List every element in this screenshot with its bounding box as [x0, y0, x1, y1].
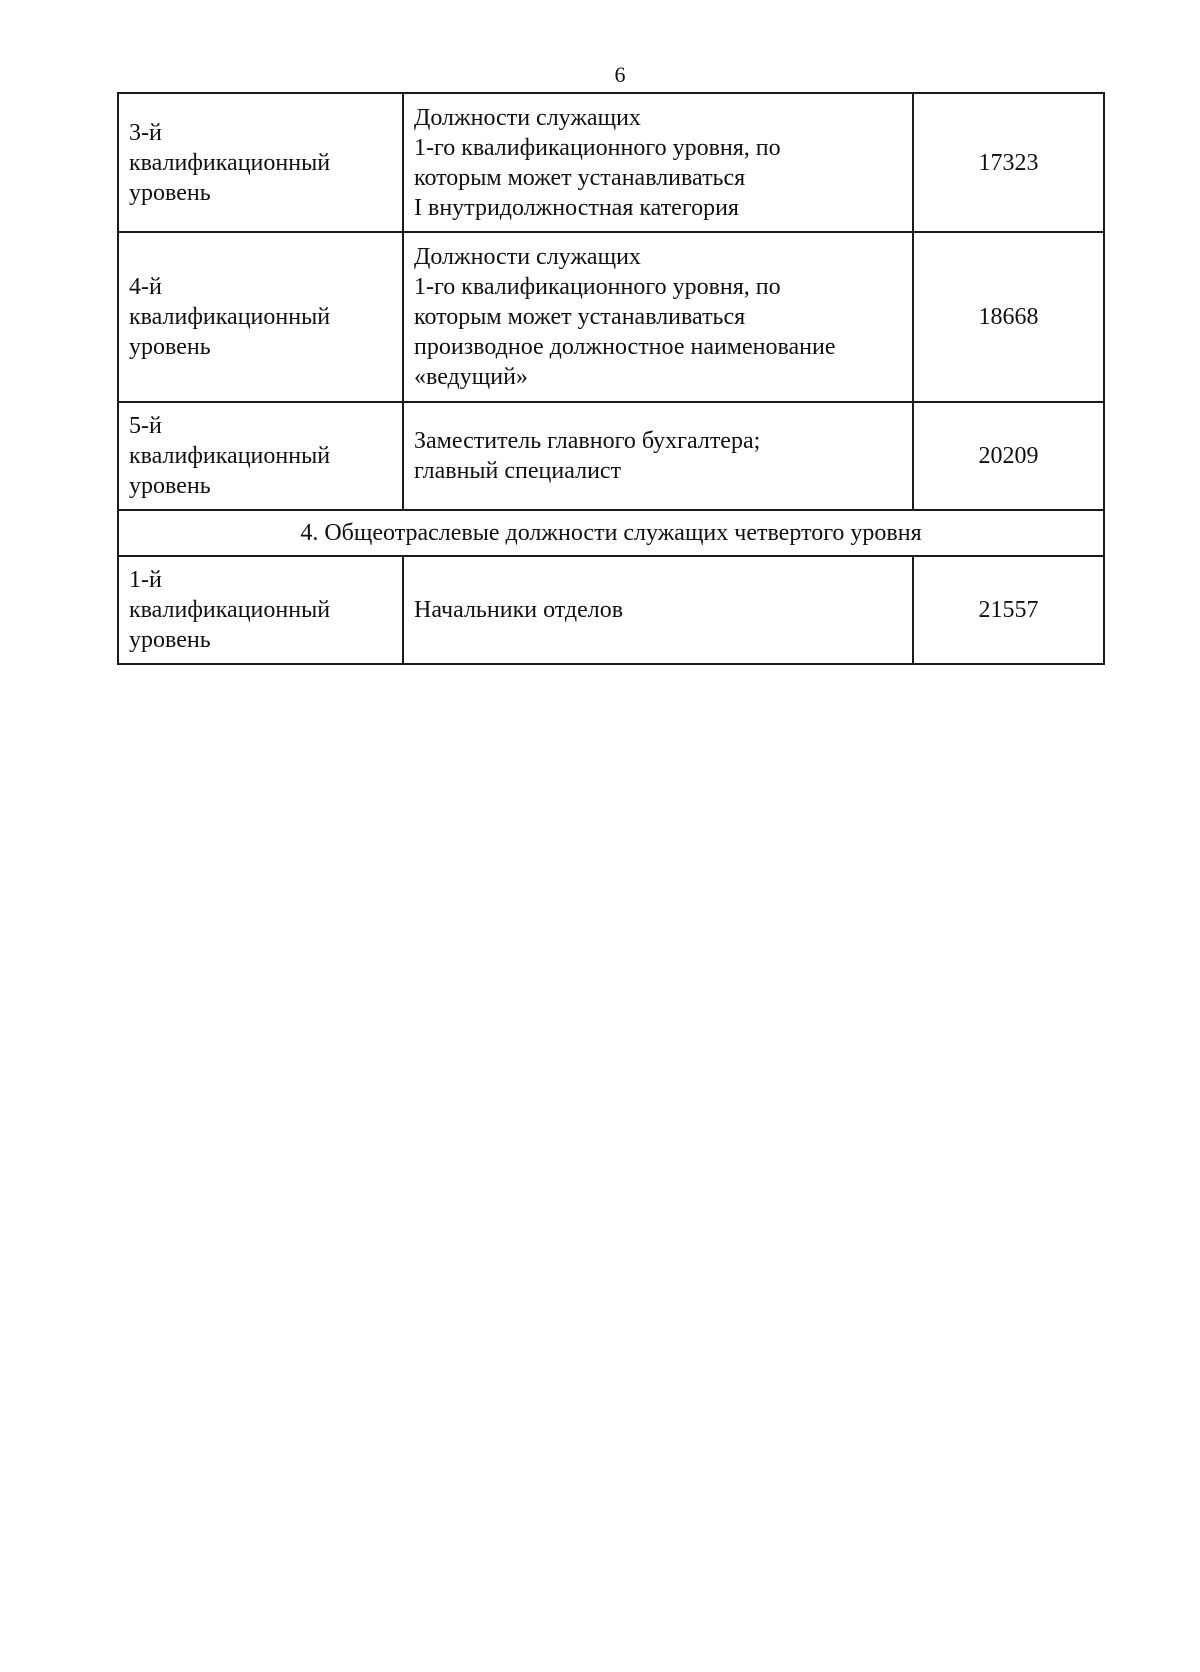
salary-cell: 17323 [913, 93, 1104, 232]
qualification-level-cell: 4-й квалификационный уровень [118, 232, 403, 402]
page-number: 6 [614, 62, 626, 87]
positions-cell: Должности служащих 1-го квалификационного уровня, по которым может устанавливаться I внутридолжностная категория [403, 93, 913, 232]
positions-cell: Должности служащих 1-го квалификационного уровня, по которым может устанавливаться производное должностное наименование «ведущий» [403, 232, 913, 402]
section-heading-row [118, 510, 1104, 556]
salary-cell: 18668 [913, 232, 1104, 402]
qualification-level-cell: 3-й квалификационный уровень [118, 93, 403, 232]
salary-cell: 20209 [913, 402, 1104, 510]
qualification-level-cell: 5-й квалификационный уровень [118, 402, 403, 510]
section-heading: 4. Общеотраслевые должности служащих четвертого уровня [118, 510, 1104, 556]
table-row [118, 232, 1104, 402]
table-row [118, 556, 1104, 664]
salary-cell: 21557 [913, 556, 1104, 664]
qualification-level-cell: 1-й квалификационный уровень [118, 556, 403, 664]
table-row [118, 93, 1104, 232]
table-row [118, 402, 1104, 510]
salary-table [117, 92, 1105, 665]
positions-cell: Заместитель главного бухгалтера; главный специалист [403, 402, 913, 510]
positions-cell: Начальники отделов [403, 556, 913, 664]
